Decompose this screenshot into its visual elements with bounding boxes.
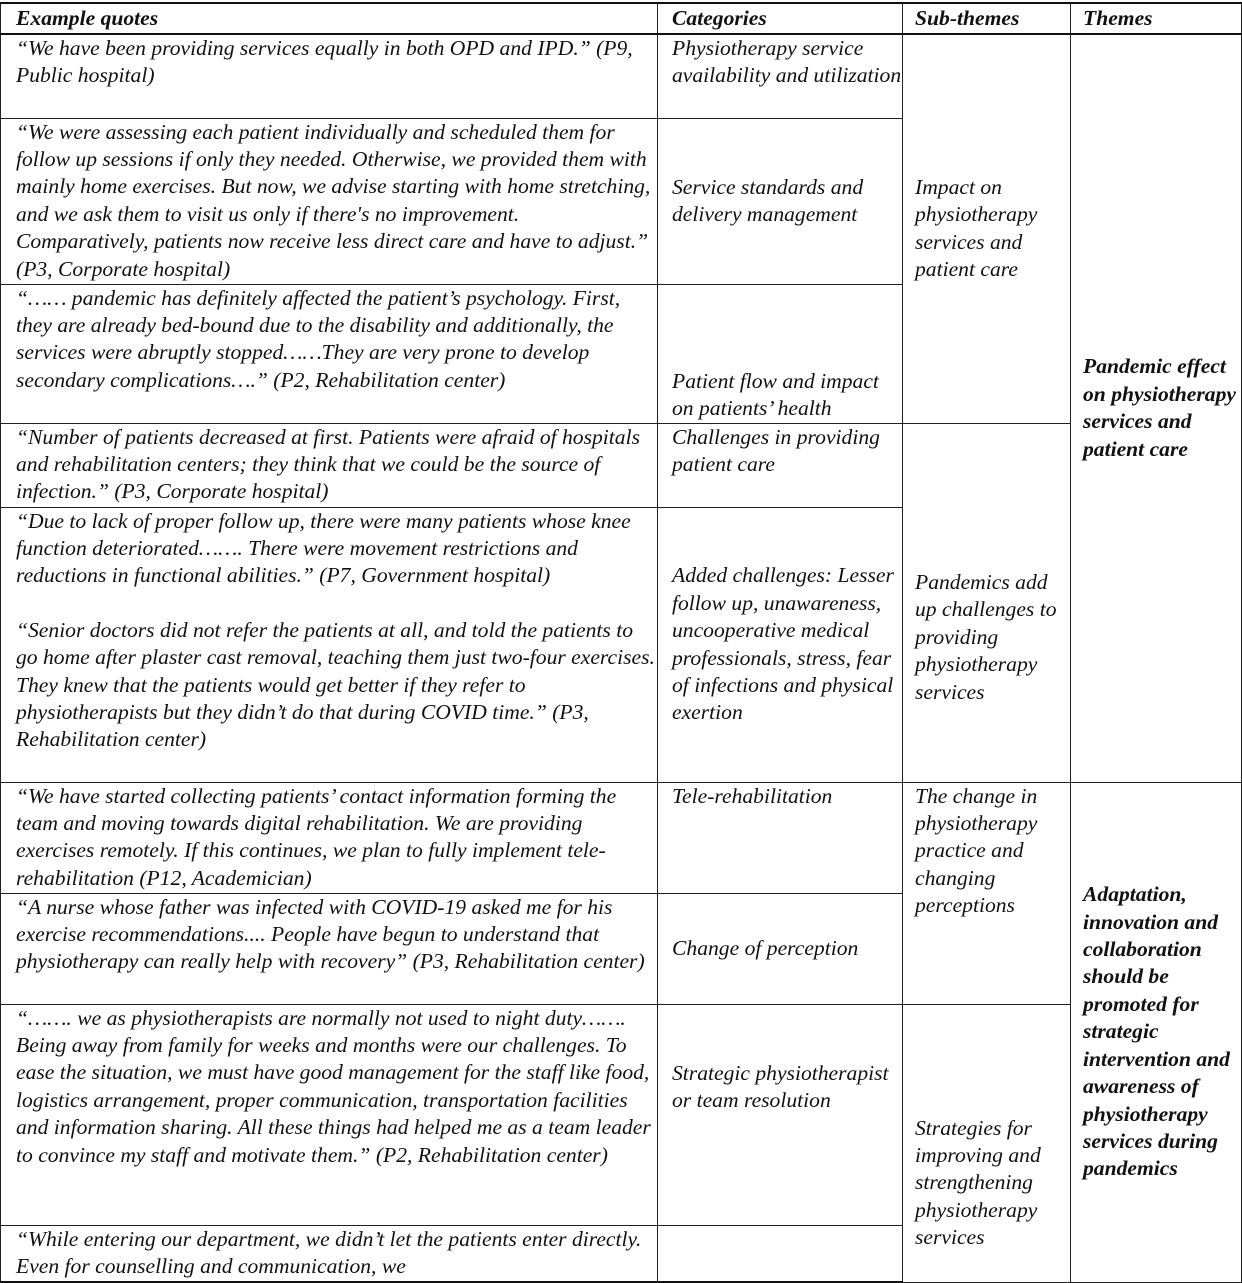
quote-cell [1,284,658,423]
header-subthemes: Sub-themes [903,3,1071,34]
quote-cell [1,782,658,893]
header-example-quotes: Example quotes [1,3,658,34]
header-row [1,3,1242,34]
quote-cell [1,34,658,118]
category-cell: Added challenges: Lesser follow up, unawareness, uncooperative medical professionals, stress, fear of infections and physical exertion [658,507,903,782]
quote-cell [1,118,658,284]
quote-text: “We have been providing services equally in both OPD and IPD.” (P9, Public hospital) [16,36,633,88]
quote-text: “Due to lack of proper follow up, there were many patients whose knee function deteriorated……. There were movement restrictions and reductions in functional abilities.” (P7, Government hospital) [16,508,631,588]
category-cell: Tele-rehabilitation [658,782,903,893]
subtheme-cell: Pandemics add up challenges to providing physiotherapy services [903,423,1071,782]
quote-text: “Number of patients decreased at first. Patients were afraid of hospitals and rehabilitation centers; they think that we could be the source of infection.” (P3, Corporate hospital) [16,424,641,504]
quote-text: “We have started collecting patients’ contact information forming the team and moving towards digital rehabilitation. We are providing exercises remotely. If this continues, we plan to fully implement tele-rehabilitation (P12, Academician) [16,783,617,890]
quote-text: “A nurse whose father was infected with COVID-19 asked me for his exercise recommendations.... People have begun to understand that physiotherapy can really help with recovery” (P3, Rehabilitation center) [16,894,645,974]
category-cell: Service standards and delivery management [658,118,903,284]
quote-text: “…… pandemic has definitely affected the patient’s psychology. First, they are already bed-bound due to the disability and additionally, the services were abruptly stopped……They are very prone to develop secondary complications….” (P2, Rehabilitation center) [16,285,621,392]
table-row [1,782,1242,893]
subtheme-cell: The change in physiotherapy practice and changing perceptions [903,782,1071,1004]
table-row [1,34,1242,118]
header-categories: Categories [658,3,903,34]
quote-cell [1,507,658,782]
category-cell: Change of perception [658,893,903,1004]
category-cell: Challenges in providing patient care [658,423,903,507]
theme-cell: Adaptation, innovation and collaboration should be promoted for strategic intervention and awareness of physiotherapy services during pandemics [1071,782,1242,1282]
table-row [1,1004,1242,1225]
quote-cell [1,893,658,1004]
quote-text: “While entering our department, we didn’t let the patients enter directly. Even for counselling and communication, we [16,1226,642,1278]
quote-text: “We were assessing each patient individually and scheduled them for follow up sessions if only they needed. Otherwise, we provided them with mainly home exercises. But now, we advise starting with home stretching, and we ask them to visit us only if there's no improvement. Comparatively, patients now receive less direct care and have to adjust.” (P3, Corporate hospital) [16,119,651,281]
table-row [1,423,1242,507]
header-themes: Themes [1071,3,1242,34]
category-cell: Patient flow and impact on patients’ health [658,284,903,423]
quote-text-second: “Senior doctors did not refer the patients at all, and told the patients to go home after plaster cast removal, teaching them just two-four exercises. They knew that the patients would get better if they refer to physiotherapists but they didn’t do that during COVID time.” (P3, Rehabilitation center) [16,617,655,752]
category-cell: Physiotherapy service availability and utilization [658,34,903,118]
category-cell: Strategic physiotherapist or team resolution [658,1004,903,1225]
subtheme-cell: Impact on physiotherapy services and patient care [903,34,1071,423]
quote-cell [1,423,658,507]
category-cell [658,1225,903,1282]
subtheme-cell: Strategies for improving and strengthening physiotherapy services [903,1004,1071,1282]
quote-cell [1,1225,658,1282]
quote-cell [1,1004,658,1225]
themes-table [0,2,1242,1283]
quote-text: “……. we as physiotherapists are normally not used to night duty……. Being away from family for weeks and months were our challenges. To ease the situation, we must have good management for the staff like food, logistics arrangement, proper communication, transportation facilities and information sharing. All these things had helped me as a team leader to convince my staff and motivate them.” (P2, Rehabilitation center) [16,1005,651,1167]
theme-cell: Pandemic effect on physiotherapy services and patient care [1071,34,1242,782]
